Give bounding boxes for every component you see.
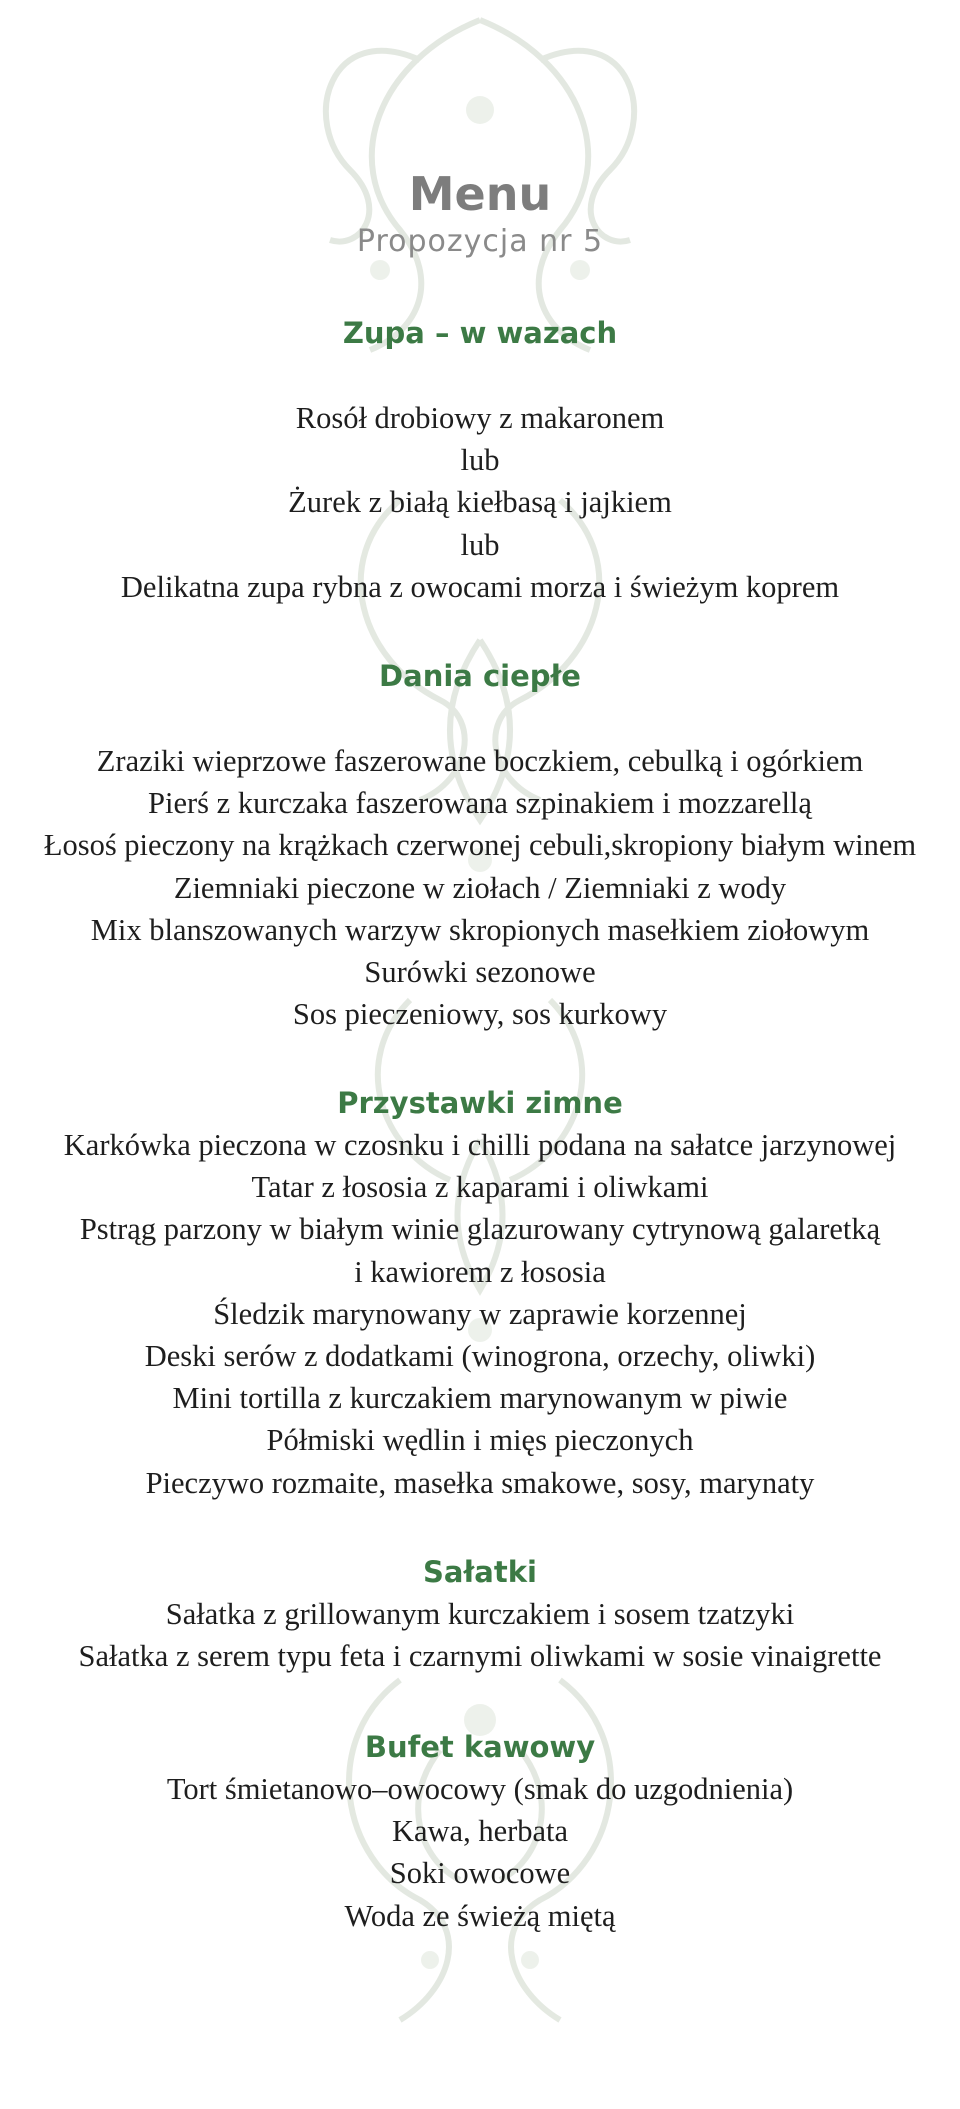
section-items [0,1593,960,1677]
section-items [0,397,960,608]
menu-item: Łosoś pieczony na krążkach czerwonej cebuli,skropiony białym winem [43,828,917,863]
menu-item: Sałatka z serem typu feta i czarnymi oliwkami w sosie vinaigrette [78,1639,882,1674]
menu-item: Sos pieczeniowy, sos kurkowy [292,997,668,1032]
section-soup [0,312,960,608]
section-heading: Przystawki zimne [337,1086,623,1120]
menu-item: lub [460,443,500,478]
menu-item: Delikatna zupa rybna z owocami morza i świeżym koprem [120,569,840,604]
menu-item: lub [460,527,500,562]
menu-item: Mix blanszowanych warzyw skropionych masełkiem ziołowym [90,912,870,947]
menu-item: Zraziki wieprzowe faszerowane boczkiem, cebulką i ogórkiem [96,744,864,778]
menu-title: Menu [408,167,552,221]
section-heading: Bufet kawowy [364,1730,596,1764]
menu-item: Pieczywo rozmaite, masełka smakowe, sosy, marynaty [145,1465,815,1500]
section-items [0,1768,960,1937]
menu-item: i kawiorem z łososia [354,1254,606,1289]
menu-item: Karkówka pieczona w czosnku i chilli podana na sałatce jarzynowej [63,1128,897,1162]
menu-item: Ziemniaki pieczone w ziołach / Ziemniaki z wody [173,870,787,905]
menu-item: Żurek z białą kiełbasą i jajkiem [288,485,672,520]
menu-item: Półmiski wędlin i mięs pieczonych [266,1423,694,1458]
section-items [0,740,960,1035]
menu-item: Pierś z kurczaka faszerowana szpinakiem i mozzarellą [148,786,812,821]
section-coffee-buffet [0,1726,960,1937]
section-hot-dishes [0,655,960,1035]
menu-item: Deski serów z dodatkami (winogrona, orzechy, oliwki) [144,1339,816,1374]
menu-subtitle: Propozycja nr 5 [356,224,604,259]
section-heading: Zupa – w wazach [342,316,618,350]
section-items [0,1124,960,1504]
menu-item: Mini tortilla z kurczakiem marynowanym w piwie [172,1381,788,1416]
menu-item: Sałatka z grillowanym kurczakiem i sosem tzatzyki [165,1597,795,1631]
menu-item: Surówki sezonowe [364,955,596,990]
section-heading: Dania ciepłe [379,659,581,693]
menu-item: Rosół drobiowy z makaronem [295,401,665,435]
menu-item: Woda ze świeżą miętą [344,1898,616,1933]
menu-item: Tatar z łososia z kaparami i oliwkami [251,1170,709,1205]
menu-item: Pstrąg parzony w białym winie glazurowany cytrynową galaretką [79,1212,881,1247]
section-salads [0,1551,960,1677]
section-heading: Sałatki [423,1555,537,1589]
menu-item: Śledzik marynowany w zaprawie korzennej [213,1296,747,1331]
menu-item: Soki owocowe [389,1856,571,1891]
menu-item: Kawa, herbata [391,1814,569,1849]
section-cold-starters [0,1082,960,1504]
menu-item: Tort śmietanowo–owocowy (smak do uzgodnienia) [166,1772,794,1806]
